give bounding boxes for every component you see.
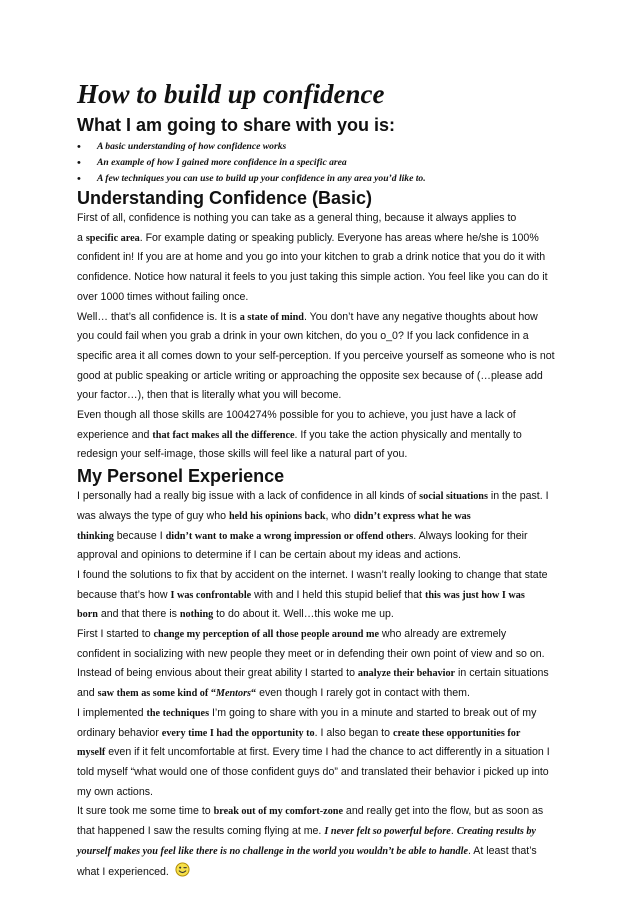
body-text: First of all, confidence is nothing you can take as a general thing, because it always applies to <box>77 212 517 224</box>
body-text: your factor…), then that is literally what you will become. <box>77 389 342 402</box>
bullet-item: • A few techniques you can use to build up your confidence in any area you’d like to. <box>77 171 569 187</box>
body-text: I’m going to share with you in a minute and started to break out of my <box>209 706 537 719</box>
body-text: experience and <box>77 428 153 441</box>
bullet-item: • A basic understanding of how confidence works <box>77 139 569 155</box>
text-line <box>77 527 569 547</box>
body-text: and <box>77 687 98 700</box>
emphasis-text: myself <box>77 747 106 759</box>
emphasis-text: Mentors <box>215 688 252 700</box>
body-text: . For example dating or speaking publicly. Everyone has areas where he/she is 100% <box>139 231 539 244</box>
emphasis-text: nothing <box>179 609 214 621</box>
emphasis-text: yourself makes you feel like there is no challenge in the world you wouldn’t be able to handle <box>77 845 468 857</box>
text-line <box>77 724 569 744</box>
body-text: confident in socializing with new people they meet or in defending their own point of view and so on. <box>77 647 545 660</box>
body-text: . <box>450 825 457 838</box>
share-bullet-list <box>77 139 569 187</box>
body-text: I found the solutions to fix that by accident on the internet. I wasn’t really looking to change that state <box>77 568 548 581</box>
body-text: in certain situations <box>455 667 549 680</box>
text-line <box>77 842 569 862</box>
text-line <box>77 664 569 684</box>
emphasis-text: born <box>77 609 98 621</box>
section-heading-experience: My Personel Experience <box>77 466 285 487</box>
text-line <box>77 487 569 507</box>
text-line <box>77 645 569 665</box>
understanding-paragraph <box>77 209 569 465</box>
body-text: . I also began to <box>314 726 393 739</box>
body-text: ordinary behavior <box>77 726 162 739</box>
body-text: to do about it. Well…this woke me up. <box>213 608 394 621</box>
body-text: a <box>77 231 86 244</box>
emphasis-text: break out of my comfort-zone <box>213 806 343 818</box>
emphasis-text: held his opinions back <box>228 510 326 522</box>
body-text: because I <box>113 529 166 542</box>
text-line <box>77 347 569 367</box>
body-text: I implemented <box>77 706 147 719</box>
text-line <box>77 625 569 645</box>
body-text: good at public speaking or article writing or approaching the opposite sex because of (…please add <box>77 369 543 382</box>
body-text: Instead of being envious about their great ability I started to <box>77 667 358 680</box>
body-text: even though I rarely got in contact with them. <box>256 687 470 700</box>
body-text: First I started to <box>77 628 154 641</box>
text-line <box>77 406 569 426</box>
body-text: confident in! If you are at home and you go into your kitchen to grab a drink notice that you do it with <box>77 251 546 264</box>
emphasis-text: didn’t want to make a wrong impression or offend others <box>165 530 414 542</box>
document-page <box>77 78 569 884</box>
body-text: I personally had a really big issue with a lack of confidence in all kinds of <box>77 490 420 503</box>
emphasis-text: change my perception of all those people around me <box>153 629 379 641</box>
emphasis-text: that fact makes all the difference <box>152 429 295 441</box>
body-text: redesign your self-image, those skills will feel like a natural part of you. <box>77 448 408 461</box>
emphasis-text: create these opportunities for <box>392 727 521 739</box>
text-line <box>77 229 569 249</box>
body-text: even if it felt uncomfortable at first. Every time I had the chance to act differently in a situation I <box>105 746 550 759</box>
text-line <box>77 308 569 328</box>
text-line <box>77 426 569 446</box>
body-text: over 1000 times without failing once. <box>77 290 249 303</box>
text-line <box>77 743 569 763</box>
document-title: How to build up confidence <box>77 79 385 109</box>
body-text: and that there is <box>97 608 180 621</box>
text-line <box>77 704 569 724</box>
text-line <box>77 445 569 465</box>
body-text: you could fail when you grab a drink in your own kitchen, do you o_0? If you lack confidence in a <box>77 330 529 343</box>
body-text: my own actions. <box>77 785 153 798</box>
body-text: approval and opinions to determine if I can be certain about my ideas and actions. <box>77 549 461 562</box>
body-text: because that’s how <box>77 588 171 601</box>
text-line <box>77 763 569 783</box>
emphasis-text: social situations <box>419 491 488 503</box>
text-line <box>77 684 569 704</box>
body-text: who already are extremely <box>378 628 507 641</box>
text-line <box>77 327 569 347</box>
body-text: . Always looking for their <box>413 529 528 542</box>
body-text: , who <box>325 509 354 522</box>
body-text: what I experienced. <box>77 865 169 878</box>
body-text: with and I held this stupid belief that <box>251 588 425 601</box>
body-text: told myself “what would one of those confident guys do” and translated their behavior i picked up into <box>77 765 549 778</box>
emphasis-text: “ <box>251 688 257 700</box>
body-text: It sure took me some time to <box>77 805 214 818</box>
text-line <box>77 268 569 288</box>
experience-paragraph <box>77 487 569 884</box>
text-line <box>77 546 569 566</box>
body-text: Even though all those skills are 1004274% possible for you to achieve, you just have a lack of <box>77 409 516 422</box>
text-line <box>77 802 569 822</box>
emphasis-text: didn’t express what he was <box>353 510 471 522</box>
text-line <box>77 209 569 229</box>
body-text: that happened I saw the results coming flying at me. <box>77 825 325 838</box>
text-line <box>77 367 569 387</box>
text-line <box>77 822 569 842</box>
text-line <box>77 586 569 606</box>
emphasis-text: I was confrontable <box>170 589 252 601</box>
body-text: specific area it all comes down to your self-perception. If you perceive yourself as someone who is not <box>77 349 555 362</box>
emphasis-text: thinking <box>77 530 114 542</box>
body-text: was always the type of guy who <box>77 509 229 522</box>
body-text: and really get into the flow, but as soon as <box>342 805 544 818</box>
winking-smiley-icon <box>175 862 190 885</box>
section-heading-understanding: Understanding Confidence (Basic) <box>77 188 373 208</box>
emphasis-text: a state of mind <box>239 311 304 323</box>
body-text: confidence. Notice how natural it feels to you just taking this simple action. You feel like you can do it <box>77 271 548 284</box>
body-text: in the past. I <box>487 490 549 503</box>
text-line <box>77 386 569 406</box>
body-text: . If you take the action physically and mentally to <box>294 428 522 441</box>
section-heading-share: What I am going to share with you is: <box>77 115 396 135</box>
text-line <box>77 288 569 308</box>
emphasis-text: Creating results by <box>456 826 536 838</box>
emphasis-text: this was just how I was <box>424 589 525 601</box>
text-line <box>77 248 569 268</box>
text-line <box>77 783 569 803</box>
emphasis-text: specific area <box>85 232 140 244</box>
body-text: . At least that’s <box>468 844 537 857</box>
text-line <box>77 507 569 527</box>
bullet-item: • An example of how I gained more confidence in a specific area <box>77 155 569 171</box>
text-line <box>77 566 569 586</box>
emphasis-text: analyze their behavior <box>357 668 456 680</box>
emphasis-text: the techniques <box>146 707 210 719</box>
text-line <box>77 862 569 885</box>
body-text: Well… that’s all confidence is. It is <box>77 310 240 323</box>
emphasis-text: I never felt so powerful before <box>324 826 451 838</box>
emphasis-text: saw them as some kind of “ <box>97 688 216 700</box>
body-text: . You don’t have any negative thoughts about how <box>303 310 538 323</box>
text-line <box>77 605 569 625</box>
emphasis-text: every time I had the opportunity to <box>161 727 315 739</box>
